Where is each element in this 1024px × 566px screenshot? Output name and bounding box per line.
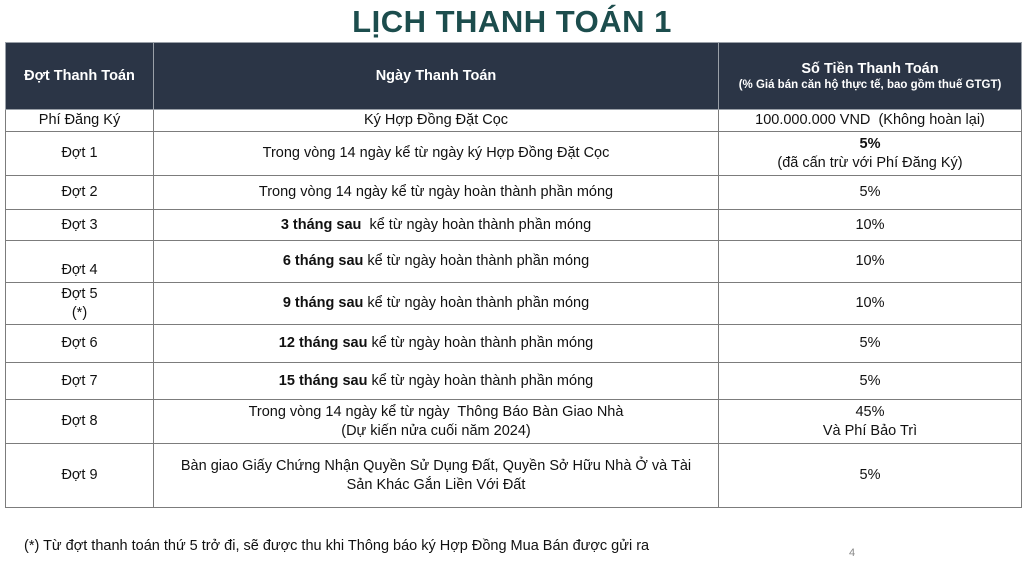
amount-cell [719,325,1022,363]
date-text: kể từ ngày hoàn thành phần móng [367,335,594,351]
date-text: Bàn giao Giấy Chứng Nhận Quyền Sử Dụng Đất, Quyền Sở Hữu Nhà Ở và Tài [180,457,692,474]
header-date: Ngày Thanh Toán [154,43,719,110]
stage-cell [6,241,154,283]
stage-label: Đợt 6 [61,335,98,351]
date-text: Trong vòng 14 ngày kể từ ngày Thông Báo Bàn Giao Nhà [248,403,624,420]
date-text: Ký Hợp Đồng Đặt Cọc [363,112,509,128]
table-row [6,444,1022,508]
amount-cell [719,400,1022,444]
amount-cell [719,241,1022,283]
table-row [6,210,1022,241]
amount-value: 5% [859,467,881,483]
date-cell [154,110,719,132]
stage-label: Đợt 8 [61,413,98,429]
stage-cell [6,325,154,363]
amount-line2: Và Phí Bảo Trì [822,422,918,439]
date-cell [154,176,719,210]
footnote: (*) Từ đợt thanh toán thứ 5 trở đi, sẽ được thu khi Thông báo ký Hợp Đồng Mua Bán được gửi ra [24,538,650,554]
date-cell [154,241,719,283]
stage-label: Đợt 3 [61,216,98,233]
stage-cell [6,400,154,444]
date-cell [154,325,719,363]
date-cell [154,283,719,325]
date-cell [154,444,719,508]
date-cell [154,400,719,444]
stage-cell [6,363,154,400]
amount-value: 5% [859,335,881,351]
amount-cell [719,110,1022,132]
header-amount [719,43,1022,110]
date-text: kể từ ngày hoàn thành phần móng [361,216,592,233]
amount-cell [719,176,1022,210]
amount-cell [719,132,1022,176]
stage-label: Đợt 9 [61,467,98,483]
table-row [6,132,1022,176]
table-row [6,283,1022,325]
stage-cell [6,210,154,241]
stage-label: Đợt 5 [61,285,98,302]
amount-cell [719,444,1022,508]
stage-label: Đợt 1 [61,145,98,161]
date-bold: 9 tháng sau [282,295,364,311]
date-cell [154,210,719,241]
amount-value: 10% [855,216,885,233]
date-text: Trong vòng 14 ngày kể từ ngày hoàn thành phần móng [258,184,614,200]
table-row [6,110,1022,132]
date-bold: 6 tháng sau [282,253,364,269]
amount-value: 10% [855,295,885,311]
page-title: LỊCH THANH TOÁN 1 [352,4,672,39]
payment-schedule-table [5,42,1022,508]
amount-value: 5% [859,135,881,152]
stage-label: Đợt 2 [61,184,98,200]
stage-cell [6,132,154,176]
stage-cell [6,110,154,132]
table-row [6,241,1022,283]
header-amount-sub: (% Giá bán căn hộ thực tế, bao gồm thuế GTGT) [738,79,1002,91]
stage-label: Đợt 4 [61,262,98,278]
header-amount-label: Số Tiền Thanh Toán [801,61,939,77]
amount-value: 5% [859,184,881,200]
date-text: kể từ ngày hoàn thành phần móng [363,295,590,311]
date-bold: 12 tháng sau [278,335,368,351]
table-row [6,400,1022,444]
date-text: kể từ ngày hoàn thành phần móng [367,372,594,389]
table-row [6,363,1022,400]
table-row [6,325,1022,363]
stage-label: Phí Đăng Ký [38,112,121,128]
date-line2: Sản Khác Gắn Liền Với Đất [346,476,526,493]
page-number: 4 [849,547,856,559]
stage-cell [6,283,154,325]
table-row [6,176,1022,210]
date-bold: 15 tháng sau [278,372,368,389]
stage-cell [6,444,154,508]
date-line2: (Dự kiến nửa cuối năm 2024) [341,422,531,439]
date-text: kể từ ngày hoàn thành phần móng [363,253,590,269]
amount-value: 10% [855,253,885,269]
amount-value: 5% [859,372,881,389]
amount-value: 100.000.000 VND (Không hoàn lại) [755,112,985,128]
header-stage: Đợt Thanh Toán [6,43,154,110]
table-header-row [6,43,1022,110]
amount-value: 45% [855,403,885,420]
date-cell [154,132,719,176]
stage-cell [6,176,154,210]
stage-note: (*) [71,304,88,321]
date-bold: 3 tháng sau [280,216,362,233]
amount-cell [719,283,1022,325]
amount-line2: (đã cấn trừ với Phí Đăng Ký) [777,154,963,171]
date-cell [154,363,719,400]
amount-cell [719,363,1022,400]
stage-label: Đợt 7 [61,372,98,389]
date-text: Trong vòng 14 ngày kể từ ngày ký Hợp Đồng Đặt Cọc [262,145,610,161]
amount-cell [719,210,1022,241]
